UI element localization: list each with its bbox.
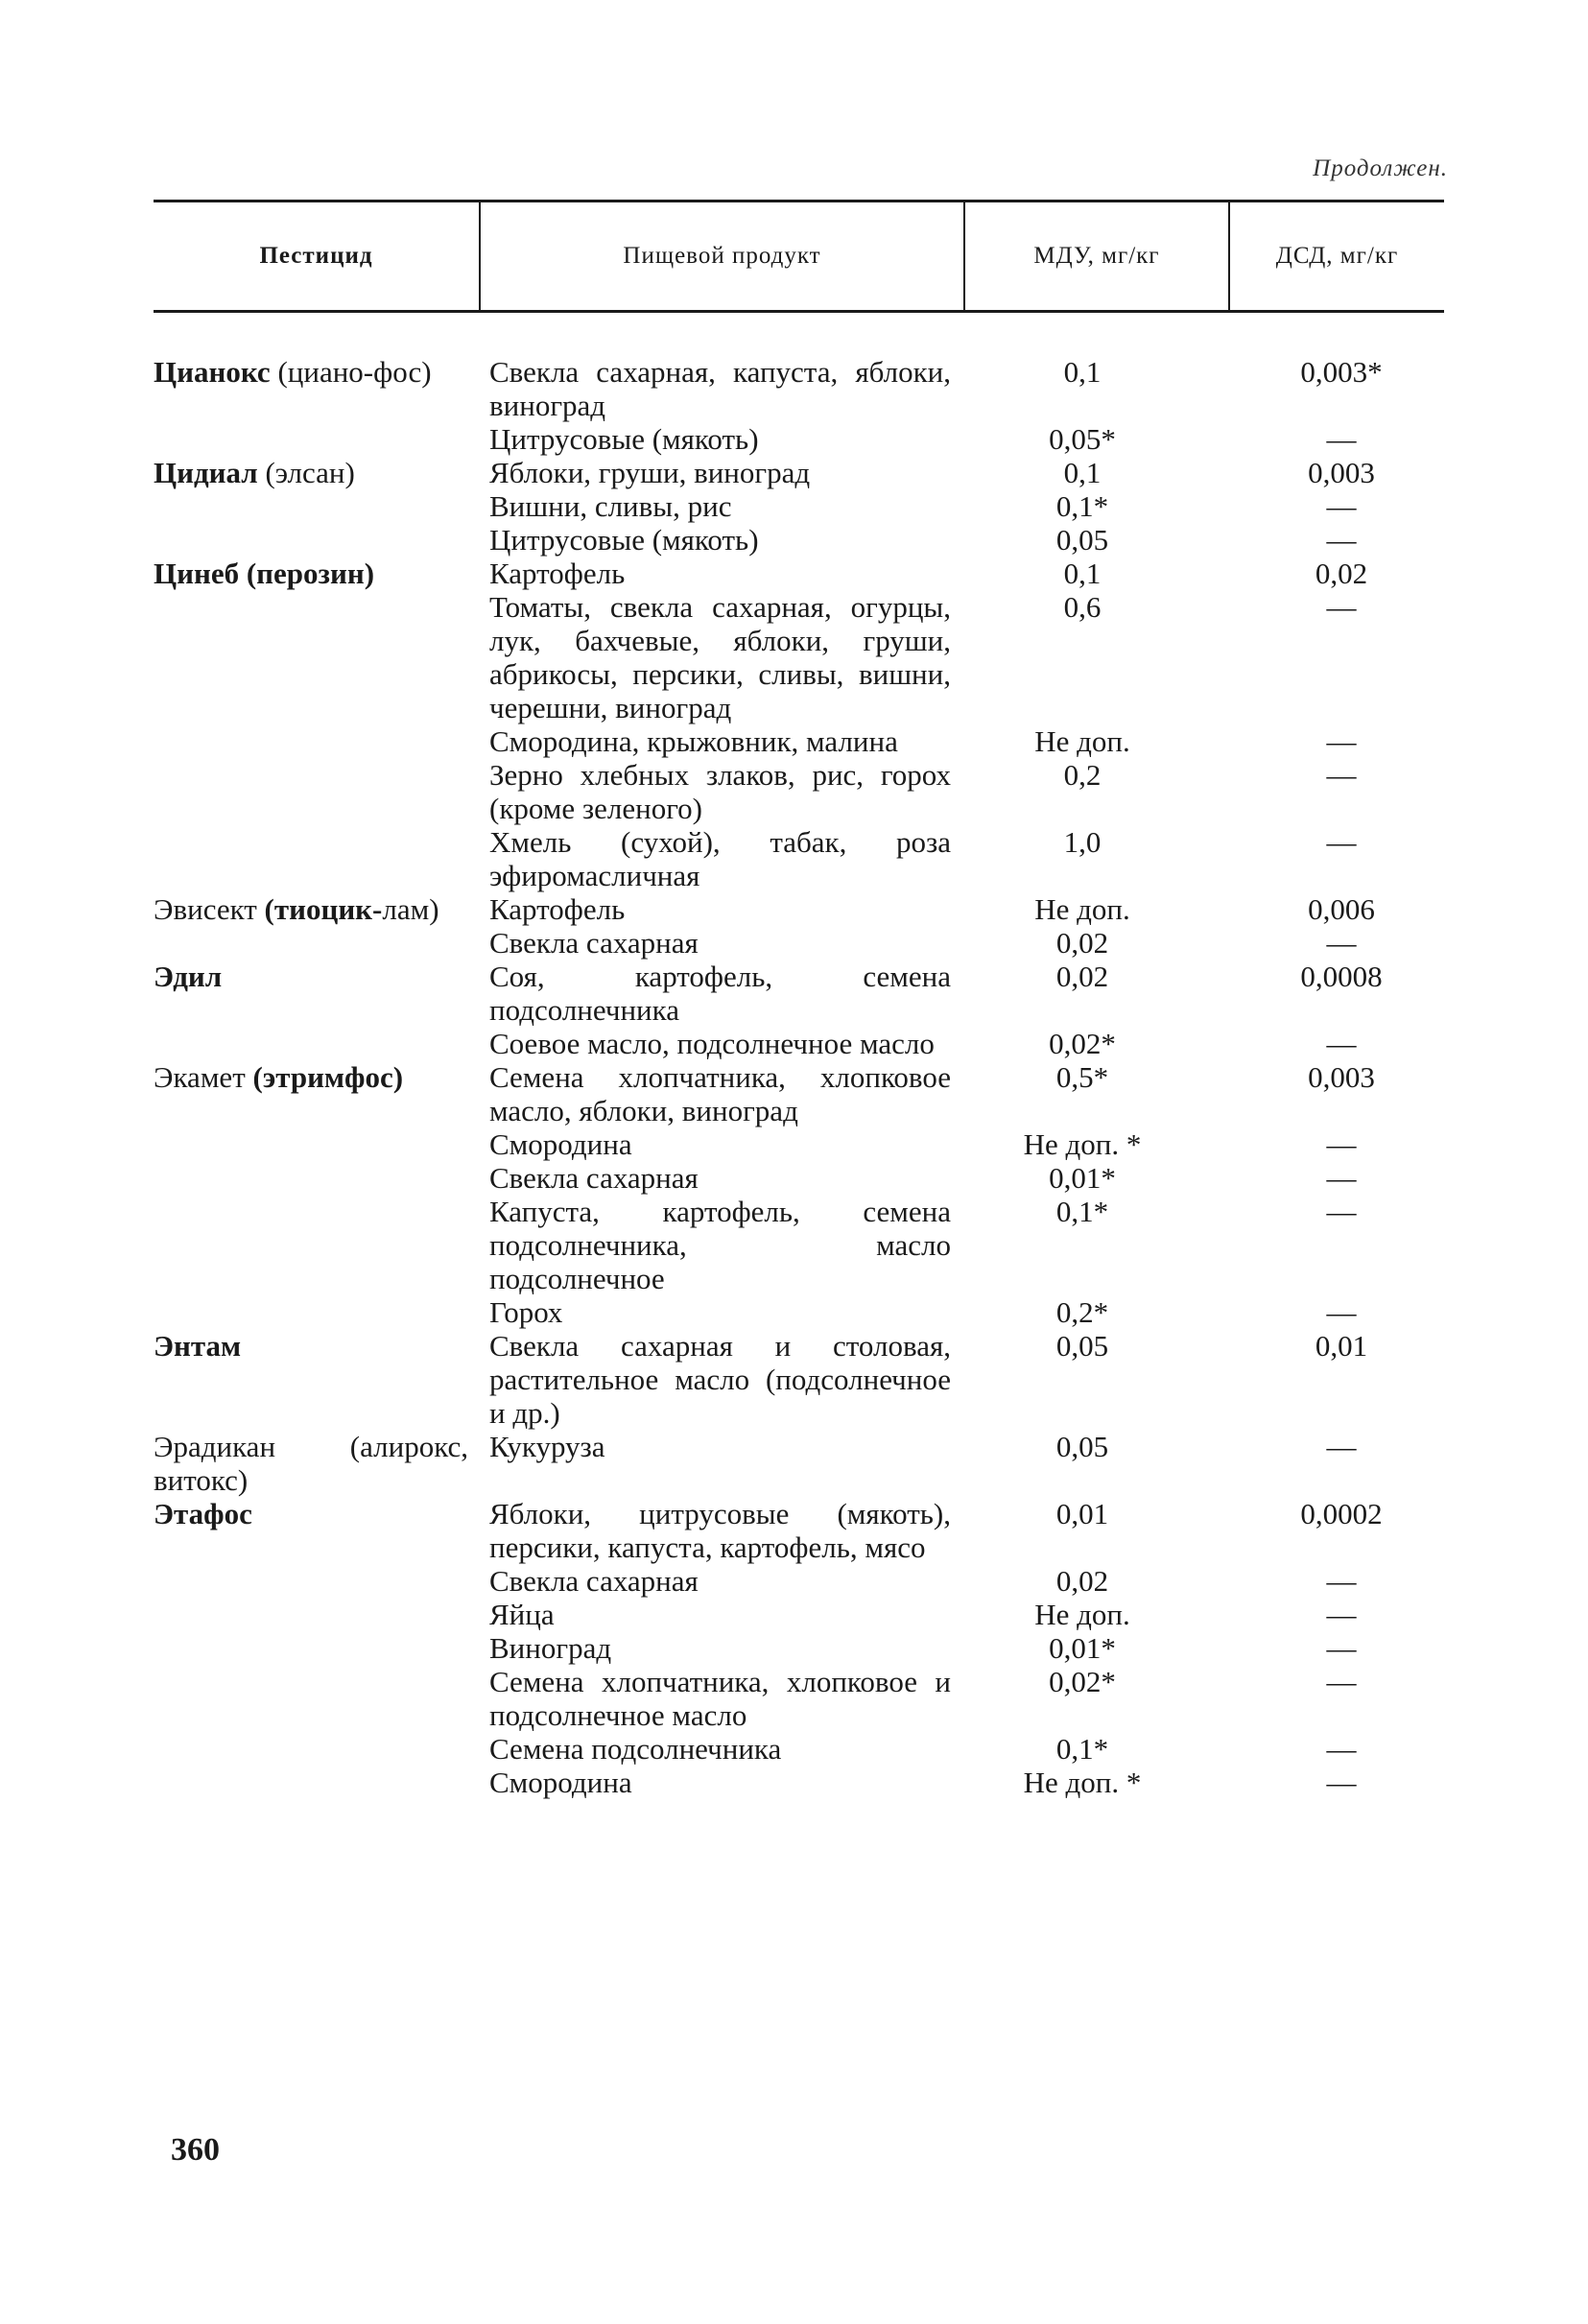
pesticide-cell xyxy=(154,1127,480,1161)
dsd-value-cell: — xyxy=(1326,422,1357,456)
pesticide-cell: Цидиал (элсан) xyxy=(154,456,355,489)
dsd-value-cell: — xyxy=(1326,1732,1357,1766)
dsd-value-cell: 0,02 xyxy=(1315,557,1368,590)
pesticide-cell xyxy=(154,523,480,557)
dsd-value-cell: — xyxy=(1326,758,1357,792)
mdu-value-cell: 0,2* xyxy=(1055,1295,1109,1329)
food-product-cell: Семена хлопчатника, хлопковое масло, яблоки, виноград xyxy=(489,1060,951,1127)
dsd-value-cell: — xyxy=(1326,825,1357,859)
dsd-value-cell: — xyxy=(1326,1598,1357,1631)
continued-label: Продолжен. xyxy=(1313,155,1448,181)
food-product-cell: Кукуруза xyxy=(489,1430,605,1463)
table-row xyxy=(154,1564,1444,1598)
food-product-cell: Вишни, сливы, рис xyxy=(489,489,732,523)
table-row xyxy=(154,1430,1444,1497)
table-row xyxy=(154,456,1444,489)
pesticide-cell xyxy=(154,1665,480,1732)
food-product-cell: Цитрусовые (мякоть) xyxy=(489,523,759,557)
mdu-value-cell: 0,1 xyxy=(1063,557,1102,590)
food-product-cell: Соевое масло, подсолнечное масло xyxy=(489,1027,935,1060)
column-header-food: Пищевой продукт xyxy=(480,202,964,312)
table-row xyxy=(154,1295,1444,1329)
mdu-value-cell: Не доп. * xyxy=(1023,1127,1142,1161)
mdu-value-cell: 0,02 xyxy=(1055,926,1109,960)
page-number: 360 xyxy=(171,2132,220,2168)
table-row xyxy=(154,422,1444,456)
pesticide-cell xyxy=(154,825,480,892)
dsd-value-cell: — xyxy=(1326,1027,1357,1060)
pesticide-cell: Эдил xyxy=(154,960,223,993)
header-row xyxy=(154,202,1444,312)
mdu-value-cell: 0,1 xyxy=(1063,355,1102,389)
table-row xyxy=(154,1027,1444,1060)
table-row xyxy=(154,355,1444,422)
dsd-value-cell: 0,003 xyxy=(1308,456,1375,489)
mdu-value-cell: 0,01* xyxy=(1049,1161,1116,1195)
pesticide-cell xyxy=(154,926,480,960)
pesticide-cell: Цинеб (перозин) xyxy=(154,557,375,590)
table-row xyxy=(154,825,1444,892)
food-product-cell: Соя, картофель, семена подсолнечника xyxy=(489,960,951,1027)
dsd-value-cell: — xyxy=(1326,724,1357,758)
mdu-value-cell: 0,05 xyxy=(1055,1430,1109,1463)
table-row xyxy=(154,557,1444,590)
pesticide-cell xyxy=(154,1564,480,1598)
food-product-cell: Томаты, свекла сахарная, огурцы, лук, бахчевые, яблоки, груши, абрикосы, персики, сливы, вишни, черешни, виноград xyxy=(489,590,951,724)
food-product-cell: Картофель xyxy=(489,557,626,590)
table-row xyxy=(154,1598,1444,1631)
food-product-cell: Яблоки, цитрусовые (мякоть), персики, капуста, картофель, мясо xyxy=(489,1497,951,1564)
food-product-cell: Хмель (сухой), табак, роза эфиромасличная xyxy=(489,825,951,892)
pesticide-cell: Экамет (этримфос) xyxy=(154,1060,404,1094)
food-product-cell: Цитрусовые (мякоть) xyxy=(489,422,759,456)
pesticide-table xyxy=(154,200,1444,1799)
dsd-value-cell: 0,0008 xyxy=(1300,960,1383,993)
pesticide-cell: Цианокс (циано-фос) xyxy=(154,355,432,389)
mdu-value-cell: 0,02 xyxy=(1055,960,1109,993)
pesticide-cell xyxy=(154,1766,480,1799)
dsd-value-cell: — xyxy=(1326,1127,1357,1161)
table-row xyxy=(154,523,1444,557)
food-product-cell: Яблоки, груши, виноград xyxy=(489,456,811,489)
food-product-cell: Свекла сахарная и столовая, растительное масло (подсолнечное и др.) xyxy=(489,1329,951,1430)
dsd-value-cell: — xyxy=(1326,1161,1357,1195)
table-row xyxy=(154,590,1444,724)
mdu-value-cell: 0,02 xyxy=(1055,1564,1109,1598)
food-product-cell: Свекла сахарная xyxy=(489,1564,699,1598)
table-header xyxy=(154,202,1444,312)
dsd-value-cell: 0,003 xyxy=(1308,1060,1375,1094)
food-product-cell: Свекла сахарная xyxy=(489,926,699,960)
mdu-value-cell: 0,02* xyxy=(1049,1027,1116,1060)
table-row xyxy=(154,1665,1444,1732)
pesticide-cell xyxy=(154,1295,480,1329)
pesticide-cell xyxy=(154,724,480,758)
pesticide-cell xyxy=(154,1631,480,1665)
dsd-value-cell: 0,0002 xyxy=(1300,1497,1383,1530)
column-header-pesticide: Пестицид xyxy=(154,202,480,312)
table-row xyxy=(154,1329,1444,1430)
mdu-value-cell: 0,05* xyxy=(1049,422,1116,456)
food-product-cell: Горох xyxy=(489,1295,563,1329)
table-row xyxy=(154,1161,1444,1195)
column-header-mdu: МДУ, мг/кг xyxy=(964,202,1229,312)
table-row xyxy=(154,892,1444,926)
mdu-value-cell: 1,0 xyxy=(1063,825,1102,859)
dsd-value-cell: — xyxy=(1326,1631,1357,1665)
pesticide-cell xyxy=(154,422,480,456)
pesticide-table-container xyxy=(154,200,1444,1799)
food-product-cell: Семена хлопчатника, хлопковое и подсолнечное масло xyxy=(489,1665,951,1732)
food-product-cell: Зерно хлебных злаков, рис, горох (кроме зеленого) xyxy=(489,758,951,825)
mdu-value-cell: 0,1 xyxy=(1063,456,1102,489)
dsd-value-cell: — xyxy=(1326,590,1357,624)
column-header-dsd: ДСД, мг/кг xyxy=(1229,202,1444,312)
mdu-value-cell: Не доп. xyxy=(1034,1598,1130,1631)
pesticide-cell: Эрадикан (алирокс, витокс) xyxy=(154,1430,468,1497)
mdu-value-cell: 0,05 xyxy=(1055,1329,1109,1363)
table-row xyxy=(154,1060,1444,1127)
mdu-value-cell: 0,6 xyxy=(1063,590,1102,624)
table-row xyxy=(154,926,1444,960)
table-row xyxy=(154,758,1444,825)
mdu-value-cell: Не доп. * xyxy=(1023,1766,1142,1799)
mdu-value-cell: 0,5* xyxy=(1055,1060,1109,1094)
table-body xyxy=(154,312,1444,1800)
mdu-value-cell: 0,1* xyxy=(1055,489,1109,523)
table-row xyxy=(154,1127,1444,1161)
pesticide-cell xyxy=(154,1732,480,1766)
dsd-value-cell: — xyxy=(1326,926,1357,960)
food-product-cell: Смородина xyxy=(489,1766,632,1799)
table-row xyxy=(154,1497,1444,1564)
pesticide-cell xyxy=(154,1195,480,1295)
food-product-cell: Виноград xyxy=(489,1631,612,1665)
dsd-value-cell: — xyxy=(1326,1195,1357,1228)
dsd-value-cell: 0,01 xyxy=(1315,1329,1368,1363)
table-row xyxy=(154,960,1444,1027)
mdu-value-cell: Не доп. xyxy=(1034,892,1130,926)
pesticide-cell: Этафос xyxy=(154,1497,252,1530)
pesticide-cell: Эвисект (тиоцик-лам) xyxy=(154,892,439,926)
food-product-cell: Смородина, крыжовник, малина xyxy=(489,724,898,758)
dsd-value-cell: — xyxy=(1326,1430,1357,1463)
mdu-value-cell: Не доп. xyxy=(1034,724,1130,758)
mdu-value-cell: 0,1* xyxy=(1055,1195,1109,1228)
food-product-cell: Яйца xyxy=(489,1598,555,1631)
header-spacer xyxy=(154,312,1444,356)
pesticide-cell xyxy=(154,1027,480,1060)
mdu-value-cell: 0,1* xyxy=(1055,1732,1109,1766)
dsd-value-cell: — xyxy=(1326,1665,1357,1698)
dsd-value-cell: 0,003* xyxy=(1300,355,1383,389)
pesticide-cell xyxy=(154,590,480,724)
dsd-value-cell: — xyxy=(1326,1564,1357,1598)
pesticide-cell xyxy=(154,489,480,523)
pesticide-cell xyxy=(154,1598,480,1631)
dsd-value-cell: — xyxy=(1326,1295,1357,1329)
table-row xyxy=(154,1766,1444,1799)
pesticide-cell: Энтам xyxy=(154,1329,242,1363)
dsd-value-cell: — xyxy=(1326,523,1357,557)
dsd-value-cell: — xyxy=(1326,489,1357,523)
dsd-value-cell: 0,006 xyxy=(1308,892,1375,926)
table-row xyxy=(154,724,1444,758)
food-product-cell: Семена подсолнечника xyxy=(489,1732,782,1766)
food-product-cell: Свекла сахарная xyxy=(489,1161,699,1195)
food-product-cell: Капуста, картофель, семена подсолнечника, масло подсолнечное xyxy=(489,1195,951,1295)
table-row xyxy=(154,1732,1444,1766)
food-product-cell: Смородина xyxy=(489,1127,632,1161)
food-product-cell: Картофель xyxy=(489,892,626,926)
mdu-value-cell: 0,01 xyxy=(1055,1497,1109,1530)
mdu-value-cell: 0,05 xyxy=(1055,523,1109,557)
table-row xyxy=(154,1195,1444,1295)
mdu-value-cell: 0,2 xyxy=(1063,758,1102,792)
table-row xyxy=(154,489,1444,523)
table-row xyxy=(154,1631,1444,1665)
mdu-value-cell: 0,02* xyxy=(1049,1665,1116,1698)
mdu-value-cell: 0,01* xyxy=(1049,1631,1116,1665)
food-product-cell: Свекла сахарная, капуста, яблоки, виноград xyxy=(489,355,951,422)
pesticide-cell xyxy=(154,1161,480,1195)
dsd-value-cell: — xyxy=(1326,1766,1357,1799)
pesticide-cell xyxy=(154,758,480,825)
